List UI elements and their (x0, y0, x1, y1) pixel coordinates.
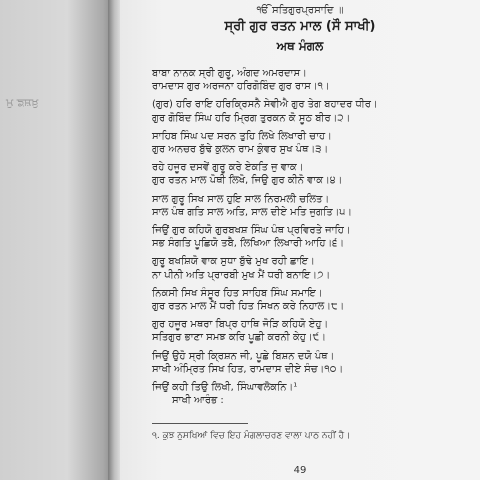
footnote: ੧. ਕੁਝ ਨੁਸਖਿਆਂ ਵਿਚ ਇਹ ਮੰਗਲਾਚਰਣ ਵਾਲਾ ਪਾਠ ਨਹੀਂ ਹੈ। (152, 431, 351, 441)
invocation-line: ੴ ਸਤਿਗੁਰਪ੍ਰਸਾਦਿ ॥ (256, 5, 344, 16)
verse-line: ਰਾਮਦਾਸ ਗੁਰ ਅਰਜਨਾ ਹਰਿਗੋਬਿੰਦ ਗੁਰ ਰਾਸ।੧। (152, 81, 330, 93)
book-page (120, 0, 480, 480)
verse (152, 318, 470, 344)
previous-page-edge (0, 0, 112, 480)
verse-line: ਸਾਲ ਗੁਰੂ ਸਿਖ ਸਾਲ ਹੁਇ ਸਾਲ ਨਿਰਮਲੀ ਚਲਿਤ। (152, 193, 330, 205)
verse-line: ਜਿਉਂ ਕਹੀ ਤਿਉ ਲਿਖੀ, ਸਿੰਘਾਵਲੋਕਨਿ।¹ (152, 382, 298, 394)
page-header (120, 4, 480, 55)
verse (152, 255, 470, 281)
verse (152, 161, 470, 187)
verse-line: ਨਾ ਪੀਨੀ ਅਤਿ ਪ੍ਰਾਰਬੀ ਮੁਖ ਮੈਂ ਧਰੀ ਬਨਾਇ।੭। (152, 269, 331, 281)
verse (152, 193, 470, 219)
verse-line: ਸਾਲ ਪੰਥ ਗਤਿ ਸਾਲ ਅਤਿ, ਸਾਲ ਦੀਏ ਮਤਿ ਜੁਗਤਿ।੫। (152, 206, 352, 218)
verse-line: ਸਾਖੀ ਅੰਮ੍ਰਿਤ ਸਿਖ ਹਿਤ, ਰਾਮਦਾਸ ਦੀਏ ਸੰਚ।੧੦। (152, 363, 344, 375)
verse-line: ਨਿਕਸੀ ਸਿਖ ਸੰਸੂਰ ਹਿਤ ਸਾਹਿਬ ਸਿੰਘ ਸਮਾਇ। (152, 287, 323, 299)
verse-line: ਰਹੇ ਹਜੂਰ ਦਸਵੇਂ ਗੁਰੂ ਕਰੇ ਏਕਤਿ ਜੁ ਵਾਕ। (152, 162, 304, 174)
verse (152, 67, 470, 93)
verse (152, 130, 470, 156)
page-number: 49 (293, 465, 307, 476)
verse-line: ਬਾਬਾ ਨਾਨਕ ਸ੍ਰੀ ਗੁਰੂ, ਅੰਗਦ ਅਮਰਦਾਸ। (152, 68, 307, 79)
bleed-through-text: ਖ਼ੁਸ਼ਫ਼ ਮੁ (6, 96, 39, 109)
verse-block (152, 67, 470, 412)
verse-line: ਸਤਿਗੁਰ ਭਾਣਾ ਸਮਝ ਕਰਿ ਪੂਛੀ ਕਰਨੀ ਕੇਹੁ।੯। (152, 332, 326, 344)
verse-line: ਗੁਰ ਹਜੂਰ ਮਥਰਾ ਬਿਪ੍ਰ ਹਾਥਿ ਜੋੜਿ ਕਹਿਯੋ ਏਹੁ। (152, 319, 329, 331)
verse-line: ਜਿਉਂ ਉਹੋ ਸ੍ਰੀ ਕ੍ਰਿਸ਼ਨ ਜੀ, ਪੂਛੇ ਬਿਸ਼ਨ ਦਯੋ ਪੰਥ। (152, 350, 335, 362)
verse-line: ਗੁਰ ਗੋਬਿੰਦ ਸਿੰਘ ਹਰਿ ਮ੍ਰਿਗ ਤੁਰਕਨ ਕੋ ਸੂਠ ਬੀਰ।੨। (152, 112, 351, 124)
verse-line: ਸਾਹਿਬ ਸਿੰਘ ਪਦ ਸਰਨ ਤੁਹਿ ਲਿਖੇ ਲਿਖਾਰੀ ਚਾਹ। (152, 130, 332, 142)
page-title: ਸ੍ਰੀ ਗੁਰ ਰਤਨ ਮਾਲ (ਸੌ ਸਾਖੀ) (224, 19, 376, 34)
verse (152, 381, 470, 407)
verse-line: ਗੁਰੂ ਬਖਸ਼ਿਯੋ ਵਾਕ ਸੁਧਾ ਬੁੱਢੇ ਮੁਖ ਰਹੀ ਛਾਇ। (152, 256, 315, 268)
verse-line: ਗੁਰ ਰਤਨ ਮਾਲ ਮੈਂ ਧਰੀ ਹਿਤ ਸਿਖਨ ਕਰੇ ਨਿਹਾਲ।੮। (152, 301, 345, 313)
verse-line: ਸਾਖੀ ਆਰੰਭ : (172, 395, 224, 407)
verse (152, 350, 470, 376)
verse-line: ਗੁਰ ਰਤਨ ਮਾਲ ਪੋਥੀ ਲਿਖੋ, ਜਿਉ ਗੁਰ ਕੀਨੋ ਵਾਕ।੪। (152, 175, 343, 187)
verse-line: ਜਿਉਂ ਗੁਰ ਕਹਿਯੋ ਗੁਰਬਖਸ਼ ਸਿੰਘ ਪੰਥ ਪ੍ਰਵਿਰਤੇ ਜਾਹਿ। (152, 225, 351, 237)
verse (152, 98, 470, 124)
section-heading: ਅਥ ਮੰਗਲ (276, 39, 324, 53)
verse-line: ਸਭ ਸੰਗਤਿ ਪੂਛਿਯੋ ਤਬੈ, ਲਿਖਿਆ ਲਿਖਾਰੀ ਆਹਿ।੬। (152, 238, 345, 250)
verse (152, 287, 470, 313)
verse (152, 224, 470, 250)
verse-line: (ਗੁਰ) ਹਰਿ ਰਾਇ ਹਰਿਕ੍ਰਿਸਨੈ ਸੇਵੀਐ ਗੁਰ ਤੇਗ ਬਹਾਦਰ ਧੀਰ। (152, 99, 378, 111)
footnote-divider (152, 423, 248, 424)
verse-line: ਗੁਰ ਅਨਚਰ ਬੁੱਢੇ ਕੁਲਨ ਰਾਮ ਕੁੰਵਰ ਸੁਖ ਪੰਥ।੩। (152, 144, 329, 156)
